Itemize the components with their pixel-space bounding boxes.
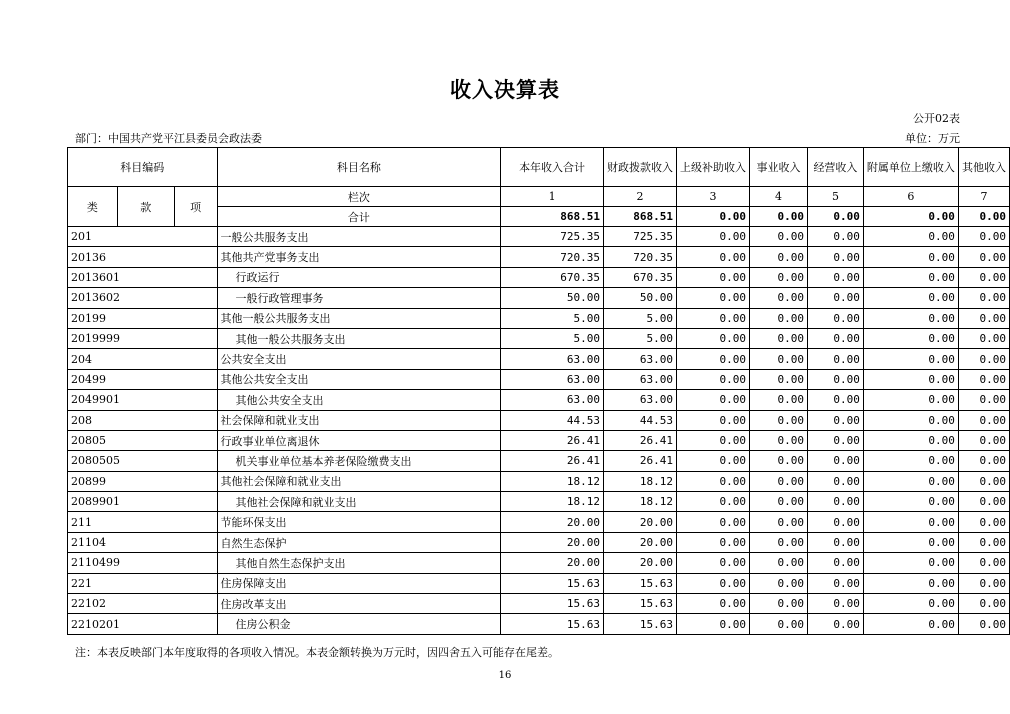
- table-row: [68, 288, 1010, 308]
- row-value: 20.00: [604, 532, 677, 552]
- row-code: 2210201: [68, 614, 218, 634]
- row-value: 0.00: [863, 471, 958, 491]
- row-code: 2019999: [68, 328, 218, 348]
- row-code: 2089901: [68, 492, 218, 512]
- row-value: 0.00: [750, 288, 808, 308]
- row-value: 26.41: [604, 430, 677, 450]
- row-value: 0.00: [807, 553, 863, 573]
- row-value: 0.00: [958, 451, 1009, 471]
- row-value: 20.00: [501, 512, 604, 532]
- row-value: 0.00: [750, 614, 808, 634]
- row-value: 0.00: [958, 227, 1009, 247]
- row-code: 2013602: [68, 288, 218, 308]
- row-value: 0.00: [958, 308, 1009, 328]
- row-value: 0.00: [863, 492, 958, 512]
- row-code: 2049901: [68, 390, 218, 410]
- table-row: [68, 267, 1010, 287]
- row-name: 一般行政管理事务: [217, 288, 501, 308]
- row-value: 20.00: [501, 553, 604, 573]
- row-value: 0.00: [958, 492, 1009, 512]
- row-value: 18.12: [604, 471, 677, 491]
- row-value: 0.00: [958, 532, 1009, 552]
- row-value: 0.00: [677, 512, 750, 532]
- row-value: 5.00: [501, 328, 604, 348]
- row-value: 0.00: [807, 614, 863, 634]
- row-value: 0.00: [863, 267, 958, 287]
- row-value: 0.00: [807, 512, 863, 532]
- header-other: 其他收入: [958, 148, 1009, 187]
- row-value: 63.00: [501, 369, 604, 389]
- totals-label: 合计: [217, 207, 501, 227]
- row-value: 63.00: [604, 369, 677, 389]
- row-value: 0.00: [958, 390, 1009, 410]
- row-value: 0.00: [958, 512, 1009, 532]
- row-value: 0.00: [863, 614, 958, 634]
- row-value: 0.00: [863, 573, 958, 593]
- table-body: [68, 227, 1010, 635]
- row-value: 0.00: [958, 328, 1009, 348]
- row-code: 221: [68, 573, 218, 593]
- header-total: 本年收入合计: [501, 148, 604, 187]
- header-xiang: 项: [174, 187, 217, 227]
- table-row: [68, 451, 1010, 471]
- row-name: 其他公共安全支出: [217, 390, 501, 410]
- row-value: 0.00: [750, 390, 808, 410]
- row-value: 20.00: [604, 512, 677, 532]
- row-code: 22102: [68, 594, 218, 614]
- table-row: [68, 410, 1010, 430]
- row-value: 0.00: [863, 553, 958, 573]
- row-name: 社会保障和就业支出: [217, 410, 501, 430]
- row-value: 0.00: [807, 267, 863, 287]
- row-value: 0.00: [807, 410, 863, 430]
- row-value: 0.00: [677, 328, 750, 348]
- row-code: 2013601: [68, 267, 218, 287]
- row-value: 0.00: [958, 410, 1009, 430]
- col-num: 1: [501, 187, 604, 207]
- total-value: 0.00: [677, 207, 750, 227]
- row-value: 0.00: [863, 227, 958, 247]
- row-value: 15.63: [604, 573, 677, 593]
- row-code: 20899: [68, 471, 218, 491]
- row-value: 20.00: [604, 553, 677, 573]
- header-superior: 上级补助收入: [677, 148, 750, 187]
- row-value: 0.00: [807, 227, 863, 247]
- row-value: 26.41: [501, 451, 604, 471]
- row-code: 211: [68, 512, 218, 532]
- header-operation: 经营收入: [807, 148, 863, 187]
- row-value: 0.00: [677, 267, 750, 287]
- row-value: 18.12: [604, 492, 677, 512]
- total-value: 0.00: [750, 207, 808, 227]
- row-value: 0.00: [677, 532, 750, 552]
- row-value: 0.00: [750, 267, 808, 287]
- row-value: 5.00: [604, 308, 677, 328]
- row-value: 63.00: [501, 390, 604, 410]
- table-row: [68, 349, 1010, 369]
- row-value: 63.00: [501, 349, 604, 369]
- row-value: 0.00: [807, 308, 863, 328]
- header-kuan: 款: [117, 187, 174, 227]
- row-value: 0.00: [677, 573, 750, 593]
- row-value: 63.00: [604, 390, 677, 410]
- row-value: 0.00: [807, 247, 863, 267]
- row-code: 20805: [68, 430, 218, 450]
- row-value: 0.00: [863, 247, 958, 267]
- row-value: 0.00: [750, 349, 808, 369]
- income-table: [67, 147, 1010, 635]
- row-value: 0.00: [807, 328, 863, 348]
- table-row: [68, 594, 1010, 614]
- row-value: 0.00: [750, 410, 808, 430]
- row-name: 住房保障支出: [217, 573, 501, 593]
- row-value: 725.35: [604, 227, 677, 247]
- row-value: 0.00: [807, 471, 863, 491]
- row-code: 208: [68, 410, 218, 430]
- row-value: 5.00: [501, 308, 604, 328]
- row-value: 0.00: [863, 369, 958, 389]
- row-value: 0.00: [750, 451, 808, 471]
- col-num: 2: [604, 187, 677, 207]
- col-num: 6: [863, 187, 958, 207]
- row-value: 50.00: [604, 288, 677, 308]
- header-institution: 事业收入: [750, 148, 808, 187]
- col-num: 3: [677, 187, 750, 207]
- row-value: 0.00: [807, 594, 863, 614]
- total-value: 0.00: [958, 207, 1009, 227]
- row-code: 201: [68, 227, 218, 247]
- row-name: 其他社会保障和就业支出: [217, 492, 501, 512]
- row-name: 行政运行: [217, 267, 501, 287]
- table-row: [68, 308, 1010, 328]
- row-name: 公共安全支出: [217, 349, 501, 369]
- row-name: 其他一般公共服务支出: [217, 308, 501, 328]
- row-value: 0.00: [677, 492, 750, 512]
- row-value: 0.00: [863, 430, 958, 450]
- row-value: 0.00: [750, 308, 808, 328]
- row-value: 0.00: [958, 288, 1009, 308]
- form-number: 公开02表: [913, 112, 960, 125]
- row-value: 0.00: [750, 227, 808, 247]
- table-row: [68, 492, 1010, 512]
- row-value: 0.00: [958, 267, 1009, 287]
- row-value: 670.35: [501, 267, 604, 287]
- row-value: 18.12: [501, 492, 604, 512]
- table-row: [68, 430, 1010, 450]
- total-value: 0.00: [807, 207, 863, 227]
- row-value: 0.00: [677, 247, 750, 267]
- row-value: 0.00: [863, 410, 958, 430]
- row-name: 住房改革支出: [217, 594, 501, 614]
- row-value: 0.00: [863, 512, 958, 532]
- total-value: 0.00: [863, 207, 958, 227]
- row-value: 0.00: [863, 349, 958, 369]
- row-name: 其他自然生态保护支出: [217, 553, 501, 573]
- row-value: 15.63: [501, 573, 604, 593]
- page-number: 16: [498, 670, 512, 681]
- column-index-label: 栏次: [217, 187, 501, 207]
- header-fiscal: 财政拨款收入: [604, 148, 677, 187]
- row-value: 0.00: [677, 594, 750, 614]
- row-value: 0.00: [958, 614, 1009, 634]
- row-value: 15.63: [604, 614, 677, 634]
- row-value: 0.00: [863, 532, 958, 552]
- row-value: 0.00: [807, 451, 863, 471]
- unit-label: 单位：万元: [905, 132, 960, 145]
- table-row: [68, 247, 1010, 267]
- row-value: 20.00: [501, 532, 604, 552]
- header-code: 科目编码: [68, 148, 218, 187]
- table-row: [68, 328, 1010, 348]
- row-name: 机关事业单位基本养老保险缴费支出: [217, 451, 501, 471]
- row-value: 0.00: [958, 573, 1009, 593]
- table-row: [68, 471, 1010, 491]
- row-value: 0.00: [677, 308, 750, 328]
- row-name: 其他公共安全支出: [217, 369, 501, 389]
- row-value: 0.00: [807, 349, 863, 369]
- row-value: 0.00: [677, 451, 750, 471]
- row-value: 0.00: [677, 349, 750, 369]
- table-row: [68, 573, 1010, 593]
- row-code: 21104: [68, 532, 218, 552]
- col-num: 4: [750, 187, 808, 207]
- header-affiliated: 附属单位上缴收入: [863, 148, 958, 187]
- row-name: 一般公共服务支出: [217, 227, 501, 247]
- column-index-row: [68, 187, 1010, 207]
- row-value: 0.00: [750, 369, 808, 389]
- row-name: 节能环保支出: [217, 512, 501, 532]
- row-value: 26.41: [604, 451, 677, 471]
- total-value: 868.51: [604, 207, 677, 227]
- row-value: 0.00: [807, 369, 863, 389]
- row-value: 15.63: [501, 594, 604, 614]
- row-value: 0.00: [807, 390, 863, 410]
- row-value: 0.00: [677, 227, 750, 247]
- row-code: 20499: [68, 369, 218, 389]
- row-name: 自然生态保护: [217, 532, 501, 552]
- row-value: 44.53: [501, 410, 604, 430]
- row-value: 0.00: [958, 594, 1009, 614]
- footnote: 注：本表反映部门本年度取得的各项收入情况。本表金额转换为万元时，因四舍五入可能存在尾差。: [75, 646, 559, 659]
- col-num: 5: [807, 187, 863, 207]
- col-num: 7: [958, 187, 1009, 207]
- row-value: 0.00: [863, 594, 958, 614]
- table-row: [68, 390, 1010, 410]
- row-value: 0.00: [677, 430, 750, 450]
- row-value: 5.00: [604, 328, 677, 348]
- table-row: [68, 614, 1010, 634]
- row-value: 0.00: [677, 369, 750, 389]
- row-code: 20136: [68, 247, 218, 267]
- row-name: 行政事业单位离退休: [217, 430, 501, 450]
- row-value: 0.00: [863, 451, 958, 471]
- row-value: 0.00: [863, 390, 958, 410]
- row-value: 0.00: [807, 288, 863, 308]
- row-value: 0.00: [863, 328, 958, 348]
- total-value: 868.51: [501, 207, 604, 227]
- row-value: 0.00: [807, 492, 863, 512]
- row-code: 20199: [68, 308, 218, 328]
- table-row: [68, 553, 1010, 573]
- table-row: [68, 512, 1010, 532]
- row-value: 670.35: [604, 267, 677, 287]
- row-value: 0.00: [750, 553, 808, 573]
- row-value: 0.00: [958, 247, 1009, 267]
- header-row: [68, 148, 1010, 187]
- row-name: 其他社会保障和就业支出: [217, 471, 501, 491]
- header-lei: 类: [68, 187, 118, 227]
- row-value: 0.00: [863, 308, 958, 328]
- row-value: 720.35: [501, 247, 604, 267]
- department-label: 部门：中国共产党平江县委员会政法委: [75, 132, 262, 145]
- row-value: 0.00: [958, 349, 1009, 369]
- row-value: 0.00: [677, 614, 750, 634]
- row-code: 204: [68, 349, 218, 369]
- row-value: 0.00: [750, 573, 808, 593]
- row-value: 0.00: [863, 288, 958, 308]
- row-code: 2110499: [68, 553, 218, 573]
- row-value: 725.35: [501, 227, 604, 247]
- row-value: 0.00: [750, 532, 808, 552]
- table-row: [68, 532, 1010, 552]
- row-value: 44.53: [604, 410, 677, 430]
- row-value: 0.00: [677, 410, 750, 430]
- row-value: 63.00: [604, 349, 677, 369]
- row-name: 住房公积金: [217, 614, 501, 634]
- row-value: 0.00: [677, 471, 750, 491]
- row-value: 15.63: [604, 594, 677, 614]
- row-value: 15.63: [501, 614, 604, 634]
- table-row: [68, 369, 1010, 389]
- row-name: 其他共产党事务支出: [217, 247, 501, 267]
- row-value: 0.00: [677, 553, 750, 573]
- row-value: 0.00: [750, 594, 808, 614]
- row-value: 0.00: [807, 430, 863, 450]
- row-name: 其他一般公共服务支出: [217, 328, 501, 348]
- row-value: 0.00: [958, 369, 1009, 389]
- row-value: 0.00: [677, 288, 750, 308]
- row-value: 0.00: [677, 390, 750, 410]
- row-code: 2080505: [68, 451, 218, 471]
- row-value: 0.00: [807, 573, 863, 593]
- header-name: 科目名称: [217, 148, 501, 187]
- row-value: 0.00: [750, 247, 808, 267]
- row-value: 50.00: [501, 288, 604, 308]
- table-row: [68, 227, 1010, 247]
- row-value: 0.00: [750, 430, 808, 450]
- row-value: 720.35: [604, 247, 677, 267]
- row-value: 26.41: [501, 430, 604, 450]
- row-value: 0.00: [750, 492, 808, 512]
- page-title: 收入决算表: [450, 77, 560, 102]
- row-value: 0.00: [750, 512, 808, 532]
- row-value: 0.00: [807, 532, 863, 552]
- row-value: 0.00: [958, 553, 1009, 573]
- row-value: 18.12: [501, 471, 604, 491]
- row-value: 0.00: [750, 328, 808, 348]
- row-value: 0.00: [958, 471, 1009, 491]
- row-value: 0.00: [958, 430, 1009, 450]
- row-value: 0.00: [750, 471, 808, 491]
